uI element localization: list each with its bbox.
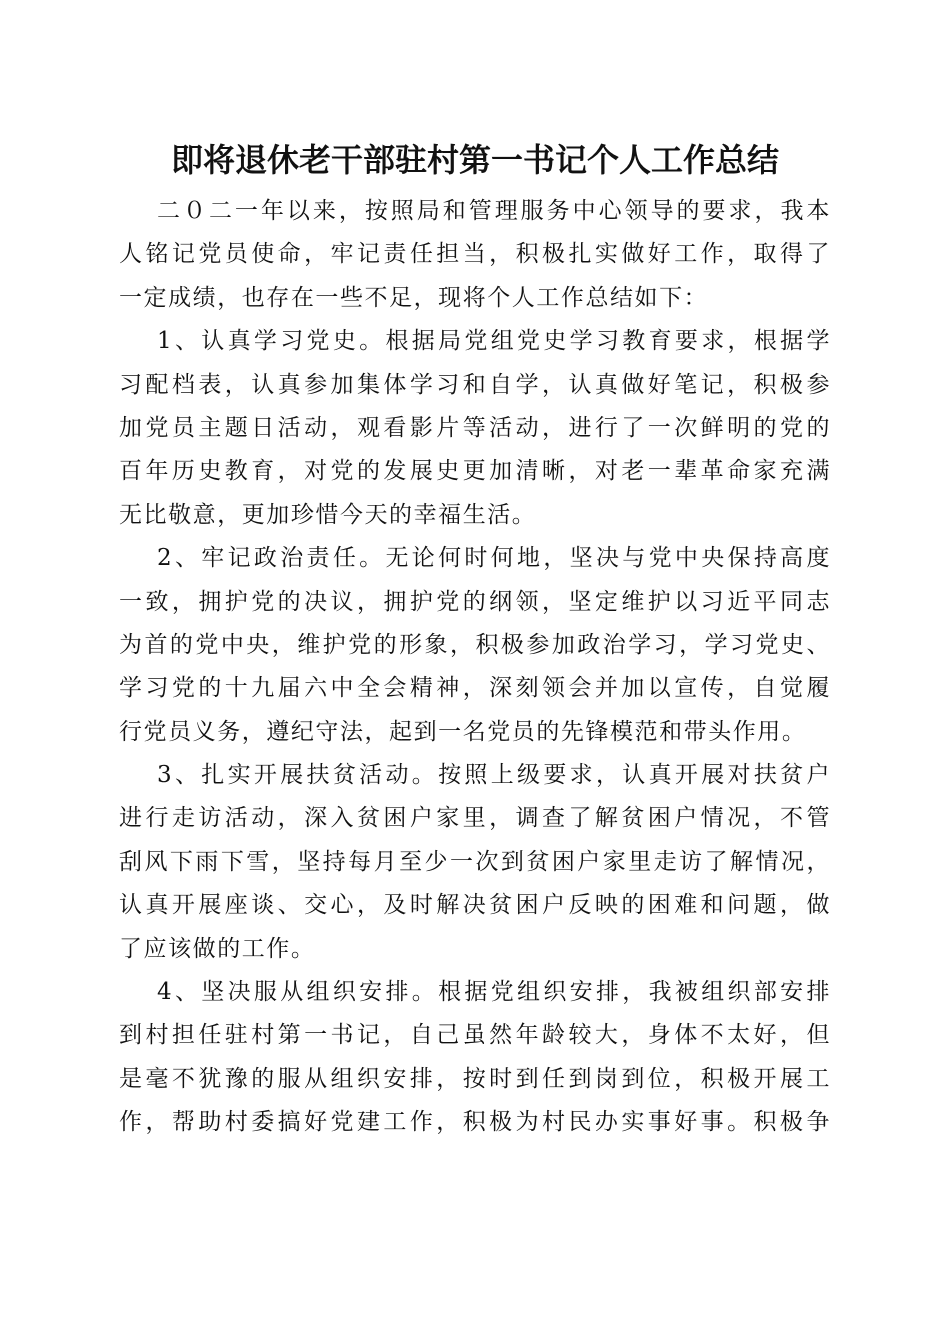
text-line: 行党员义务，遵纪守法，起到一名党员的先锋模范和带头作用。 bbox=[119, 718, 807, 745]
paragraph-3-poverty-alleviation bbox=[119, 754, 831, 971]
document-body bbox=[119, 190, 831, 1145]
text-line: 刮风下雨下雪，坚持每月至少一次到贫困户家里走访了解情况， bbox=[119, 848, 831, 875]
text-line: 二０二一年以来，按照局和管理服务中心领导的要求，我本 bbox=[157, 198, 831, 224]
text-line: 无比敬意，更加珍惜今天的幸福生活。 bbox=[119, 501, 537, 528]
text-line: 到村担任驻村第一书记，自己虽然年龄较大，身体不太好，但 bbox=[119, 1022, 831, 1049]
text-line: 作，帮助村委搞好党建工作，积极为村民办实事好事。积极争 bbox=[119, 1109, 831, 1136]
paragraph-2-political-responsibility bbox=[119, 537, 831, 754]
text-line: 一致，拥护党的决议，拥护党的纲领，坚定维护以习近平同志 bbox=[119, 588, 831, 615]
paragraph-1-study-party-history bbox=[119, 320, 831, 537]
paragraph-intro bbox=[119, 190, 831, 320]
text-line: 3、扎实开展扶贫活动。按照上级要求，认真开展对扶贫户 bbox=[157, 762, 831, 789]
text-line: 一定成绩，也存在一些不足，现将个人工作总结如下： bbox=[119, 284, 709, 311]
text-line: 百年历史教育，对党的发展史更加清晰，对老一辈革命家充满 bbox=[119, 458, 831, 485]
text-line: 2、牢记政治责任。无论何时何地，坚决与党中央保持高度 bbox=[157, 545, 831, 572]
text-line: 认真开展座谈、交心，及时解决贫困户反映的困难和问题，做 bbox=[119, 892, 831, 919]
text-line: 加党员主题日活动，观看影片等活动，进行了一次鲜明的党的 bbox=[119, 414, 831, 441]
text-line: 4、坚决服从组织安排。根据党组织安排，我被组织部安排 bbox=[157, 979, 831, 1006]
text-line: 进行走访活动，深入贫困户家里，调查了解贫困户情况，不管 bbox=[119, 805, 831, 832]
text-line: 学习党的十九届六中全会精神，深刻领会并加以宣传，自觉履 bbox=[119, 675, 831, 702]
text-line: 1、认真学习党史。根据局党组党史学习教育要求，根据学 bbox=[157, 328, 831, 355]
text-line: 了应该做的工作。 bbox=[119, 935, 316, 962]
document-title: 即将退休老干部驻村第一书记个人工作总结 bbox=[170, 141, 779, 179]
text-line: 为首的党中央，维护党的形象，积极参加政治学习，学习党史、 bbox=[119, 631, 831, 658]
text-line: 人铭记党员使命，牢记责任担当，积极扎实做好工作，取得了 bbox=[119, 241, 831, 268]
text-line: 是毫不犹豫的服从组织安排，按时到任到岗到位，积极开展工 bbox=[119, 1065, 831, 1092]
text-line: 习配档表，认真参加集体学习和自学，认真做好笔记，积极参 bbox=[119, 371, 831, 398]
paragraph-4-obey-organization bbox=[119, 971, 831, 1145]
